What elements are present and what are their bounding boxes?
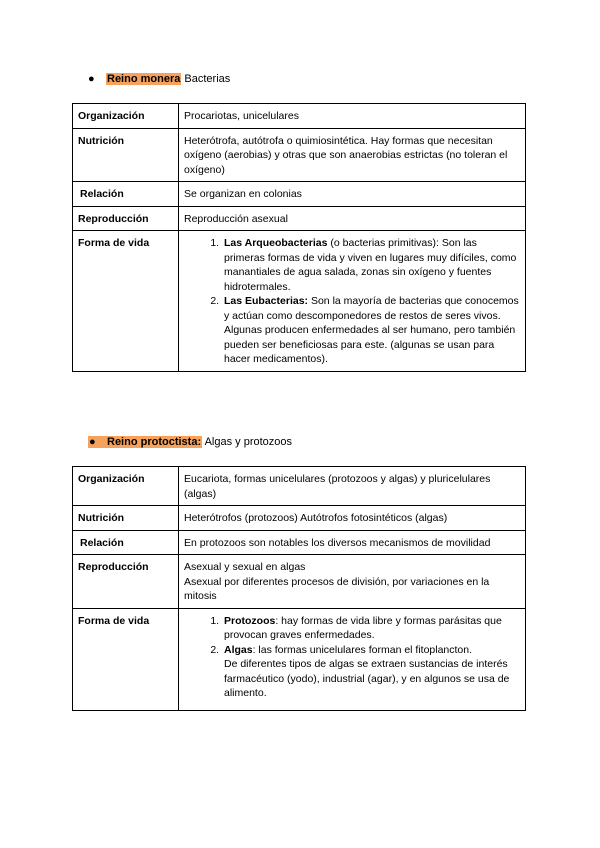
row-value — [179, 231, 526, 372]
section-heading-protoctista — [88, 435, 292, 449]
row-value: Heterótrofa, autótrofa o quimiosintética. Hay formas que necesitan oxígeno (aerobias) y otras que son anaerobias estrictas (no toleran el oxígeno) — [179, 128, 526, 182]
row-label: Organización — [73, 104, 179, 129]
reproduction-line-1: Asexual y sexual en algas — [184, 561, 306, 573]
bullet-icon: ● — [88, 73, 95, 85]
table-row — [73, 530, 526, 555]
row-label: Relación — [73, 182, 179, 207]
row-value: Reproducción asexual — [179, 206, 526, 231]
list-item-text: : las formas unicelulares forman el fitoplancton. — [252, 643, 473, 656]
row-label: Reproducción — [73, 555, 179, 609]
heading-highlight: Reino monera — [107, 73, 181, 85]
row-value: En protozoos son notables los diversos mecanismos de movilidad — [179, 530, 526, 555]
life-forms-list — [184, 614, 520, 701]
table-row — [73, 506, 526, 531]
table-row — [73, 206, 526, 231]
row-label: Nutrición — [73, 128, 179, 182]
table-row — [73, 608, 526, 710]
table-protoctista — [72, 466, 526, 711]
table-row — [73, 128, 526, 182]
heading-highlight-text: Reino protoctista: — [107, 436, 202, 448]
list-item-bold: Algas — [224, 643, 253, 656]
list-item — [222, 236, 520, 294]
list-item-bold: Las Arqueobacterias — [224, 237, 328, 249]
row-value: Se organizan en colonias — [179, 182, 526, 207]
row-value: Eucariota, formas unicelulares (protozoos y algas) y pluricelulares (algas) — [179, 467, 526, 506]
reproduction-line-2: Asexual por diferentes procesos de división, por variaciones en la mitosis — [184, 575, 490, 602]
heading-rest: Bacterias — [181, 73, 231, 85]
table-row — [73, 555, 526, 609]
list-item — [222, 643, 520, 701]
row-value: Procariotas, unicelulares — [179, 104, 526, 129]
list-item-bold: Protozoos — [224, 614, 276, 627]
row-value — [179, 608, 526, 710]
list-item-text: (o bacterias primitivas): Son las primeras formas de vida y viven en lugares muy difíciles, como manantiales de agua salada, zonas sin oxígeno y fuentes hidrotermales. — [224, 237, 517, 293]
list-item — [222, 614, 520, 643]
row-label: Forma de vida — [73, 608, 179, 710]
row-label: Organización — [73, 467, 179, 506]
table-monera — [72, 103, 526, 372]
table-row — [73, 182, 526, 207]
row-value: Heterótrofos (protozoos) Autótrofos fotosintéticos (algas) — [179, 506, 526, 531]
list-item-extra: De diferentes tipos de algas se extraen sustancias de interés farmacéutico (yodo), industrial (agar), y en algunos se usa de alimento. — [224, 658, 510, 699]
table-row — [73, 104, 526, 129]
section-heading-monera — [88, 72, 230, 86]
table-row — [73, 467, 526, 506]
row-label: Nutrición — [73, 506, 179, 531]
heading-rest: Algas y protozoos — [202, 436, 293, 448]
bullet-icon: ● — [89, 436, 96, 448]
row-label: Reproducción — [73, 206, 179, 231]
list-item — [222, 294, 520, 367]
list-item-text: Son la mayoría de bacterias que conocemos y actúan como descomponedores de restos de seres vivos. Algunas producen enfermedades al ser humano, pero también pueden ser beneficiosas para este. (algunas se usan para hacer medicamentos). — [224, 295, 519, 365]
row-label: Forma de vida — [73, 231, 179, 372]
table-row — [73, 231, 526, 372]
list-item-text: : hay formas de vida libre y formas parásitas que provocan graves enfermedades. — [224, 614, 502, 641]
heading-highlight — [88, 436, 202, 448]
list-item-bold: Las Eubacterias: — [224, 295, 309, 307]
life-forms-list — [184, 236, 520, 367]
row-value — [179, 555, 526, 609]
row-label: Relación — [73, 530, 179, 555]
